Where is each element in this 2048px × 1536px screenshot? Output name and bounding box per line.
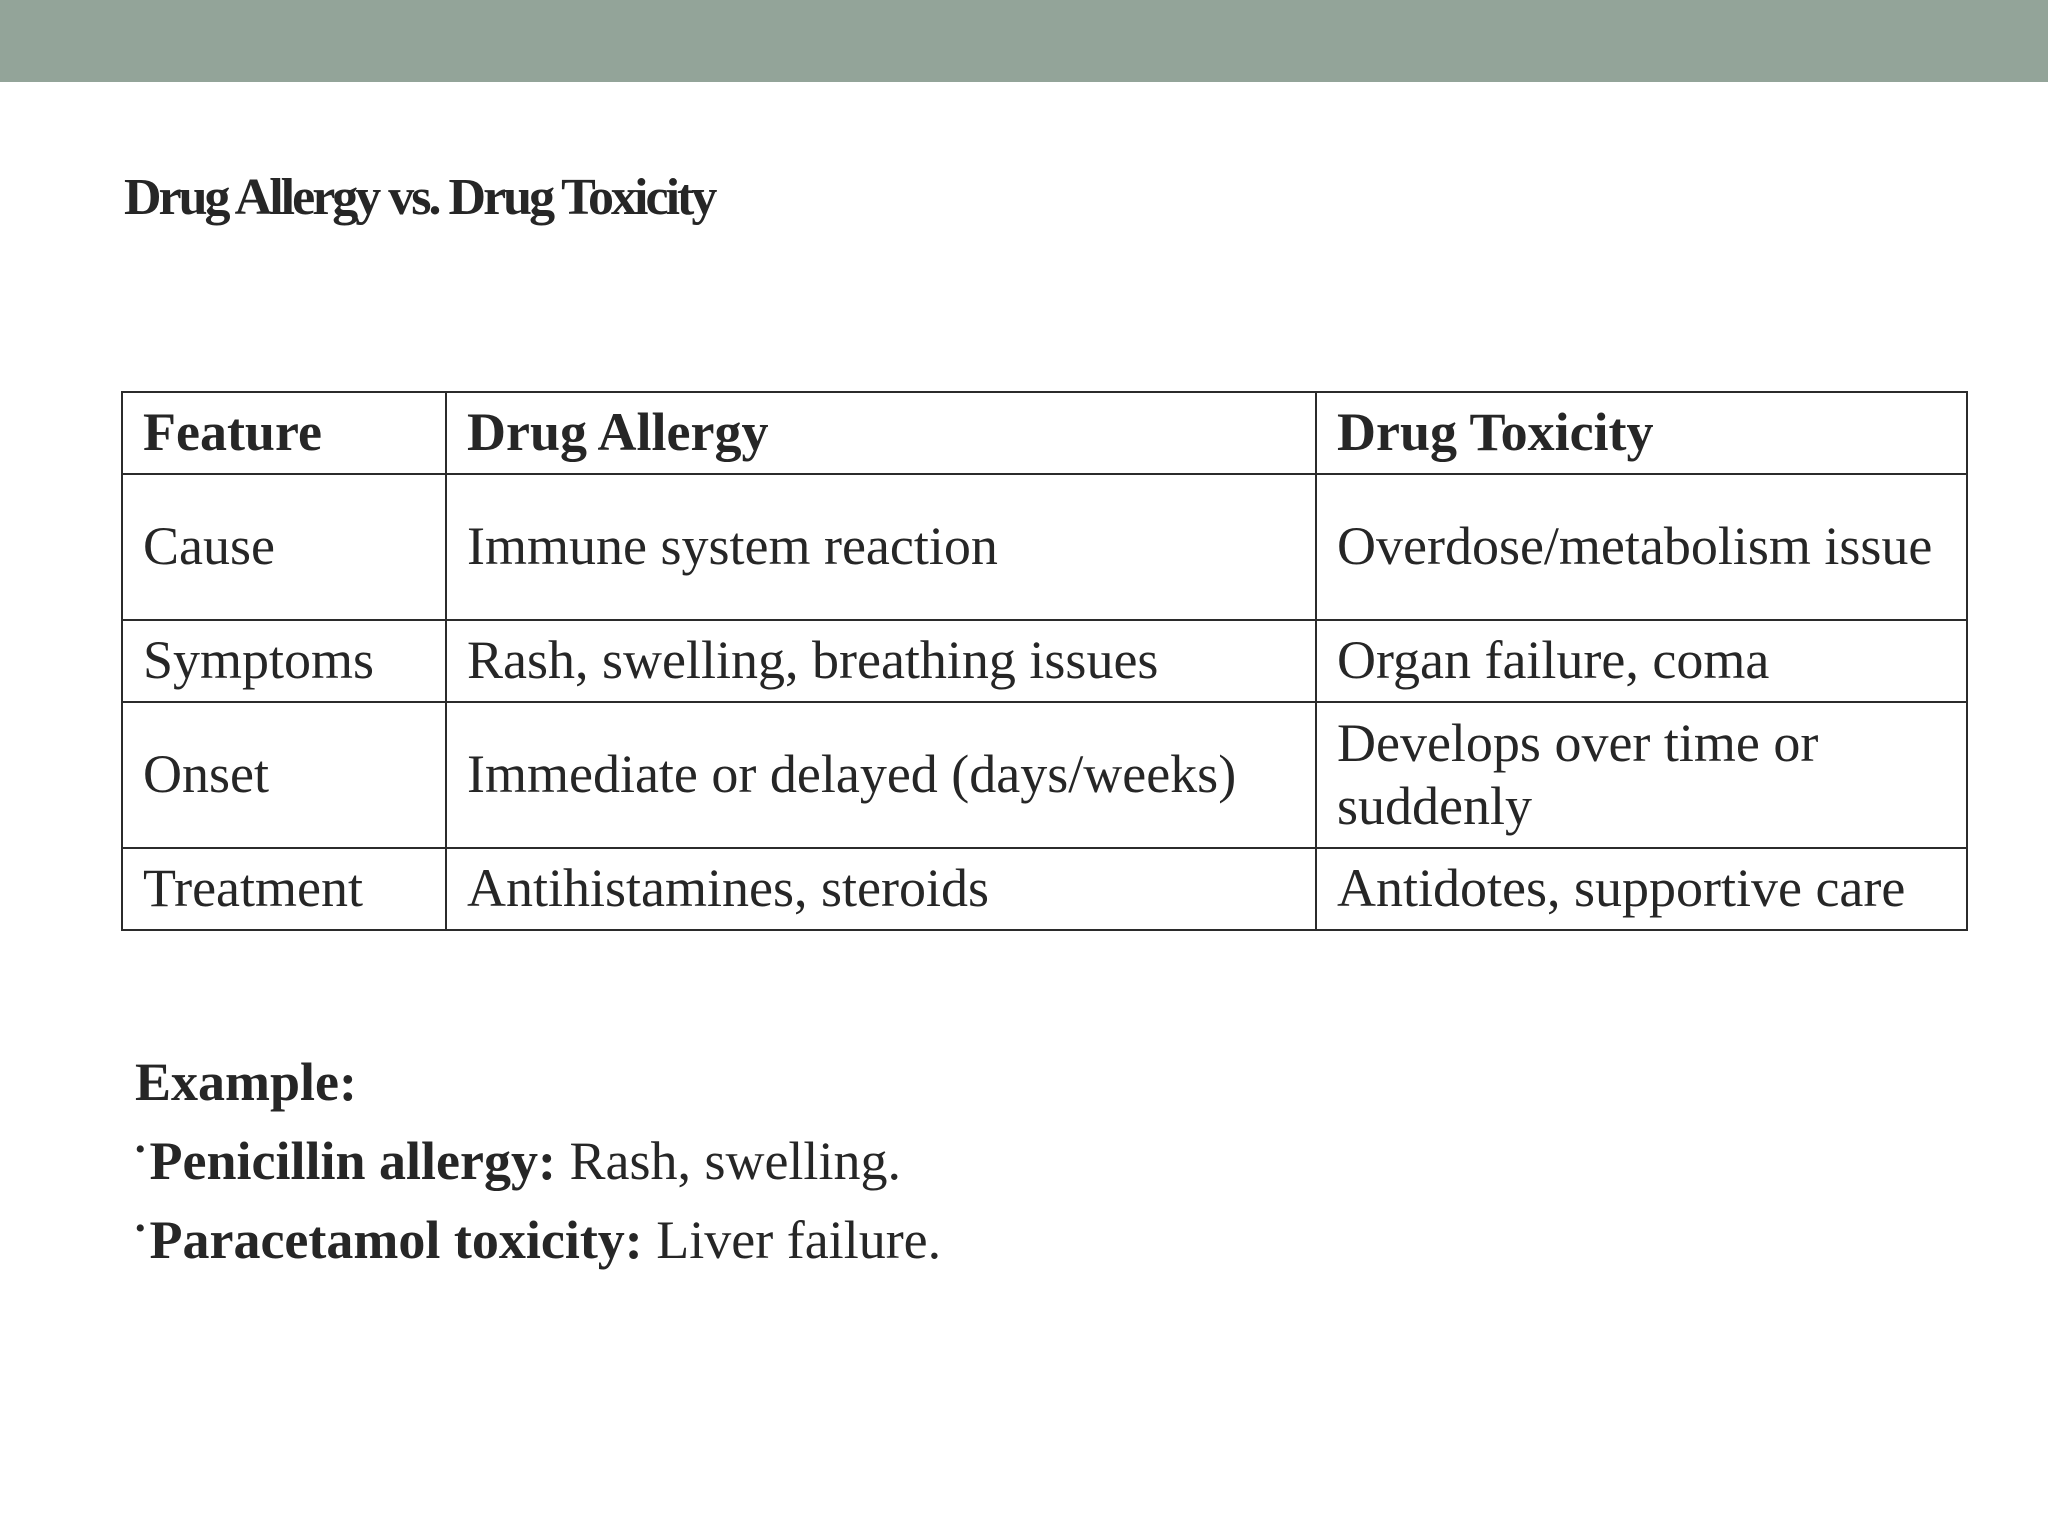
bullet: • [135,1133,146,1166]
example-section [135,1048,941,1274]
row-treatment-allergy: Antihistamines, steroids [446,848,1316,930]
header-bar [0,0,2048,82]
example-term: Penicillin allergy: [149,1131,556,1191]
row-cause-feature: Cause [122,474,446,620]
header-feature: Feature [122,392,446,474]
slide-title: Drug Allergy vs. Drug Toxicity [124,169,715,226]
example-item-penicillin [135,1116,941,1195]
row-symptoms-feature: Symptoms [122,620,446,702]
header-drug-toxicity: Drug Toxicity [1316,392,1967,474]
row-onset-allergy: Immediate or delayed (days/weeks) [446,702,1316,848]
row-cause-toxicity: Overdose/metabolism issue [1316,474,1967,620]
row-cause-allergy: Immune system reaction [446,474,1316,620]
table-row [122,848,1967,930]
example-heading: Example: [135,1052,357,1112]
row-onset-feature: Onset [122,702,446,848]
table-row [122,474,1967,620]
table-row [122,620,1967,702]
example-term: Paracetamol toxicity: [149,1210,643,1270]
row-symptoms-toxicity: Organ failure, coma [1316,620,1967,702]
row-symptoms-allergy: Rash, swelling, breathing issues [446,620,1316,702]
example-item-paracetamol [135,1195,941,1274]
row-treatment-toxicity: Antidotes, supportive care [1316,848,1967,930]
bullet: • [135,1212,146,1245]
table-header-row [122,392,1967,474]
row-treatment-feature: Treatment [122,848,446,930]
comparison-table [121,391,1968,931]
header-drug-allergy: Drug Allergy [446,392,1316,474]
row-onset-toxicity: Develops over time or suddenly [1316,702,1967,848]
table-row [122,702,1967,848]
example-text: Rash, swelling. [555,1131,901,1191]
example-text: Liver failure. [642,1210,942,1270]
